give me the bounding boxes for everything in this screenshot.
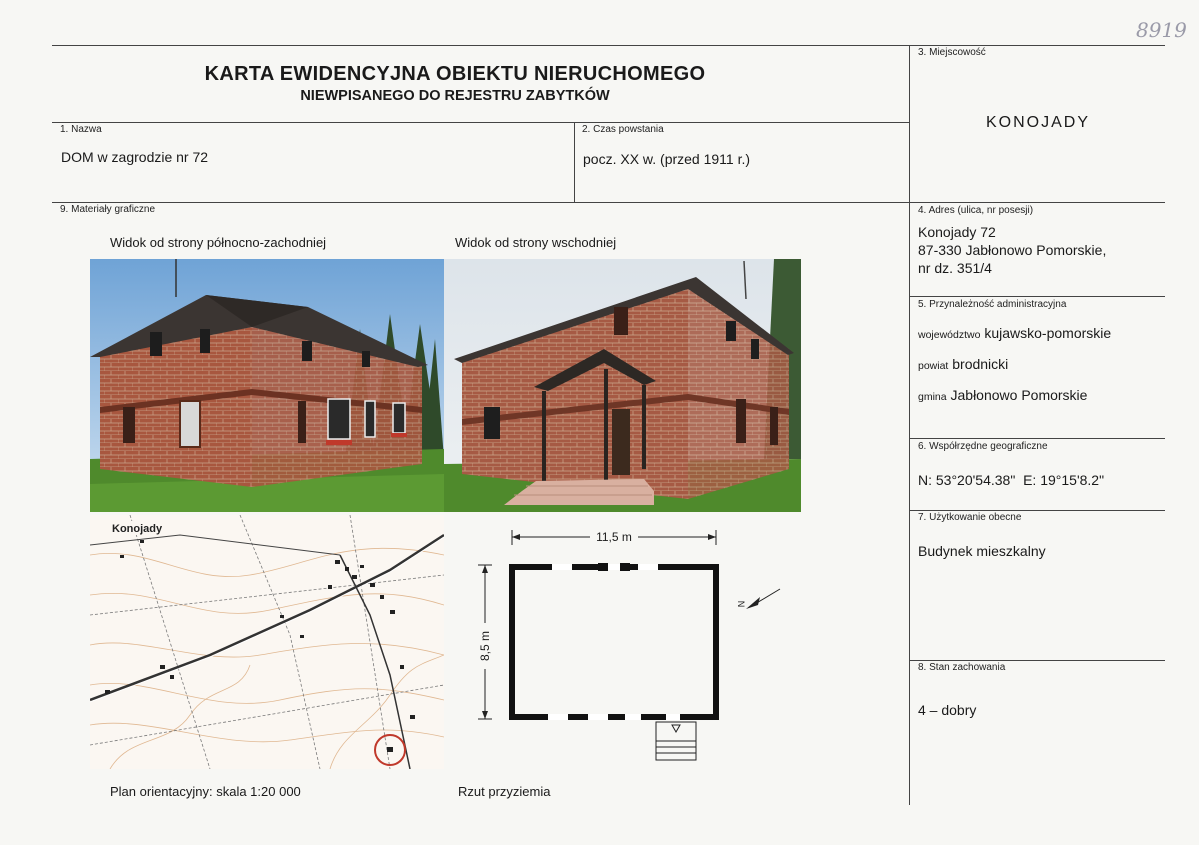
powiat-value: brodnicki bbox=[952, 356, 1009, 372]
photo-e-caption: Widok od strony wschodniej bbox=[455, 235, 617, 250]
photo-northwest bbox=[90, 259, 444, 512]
gmina-prefix: gmina bbox=[918, 391, 947, 403]
column-divider bbox=[909, 45, 910, 805]
uzytkowanie-label: 7. Użytkowanie obecne bbox=[918, 512, 1022, 523]
wspolrzedne-value: N: 53°20'54.38" E: 19°15'8.2" bbox=[918, 472, 1105, 488]
stan-value: 4 – dobry bbox=[918, 702, 977, 718]
top-border-right bbox=[910, 45, 1165, 46]
wspolrzedne-label: 6. Współrzędne geograficzne bbox=[918, 441, 1048, 452]
nazwa-divider bbox=[574, 122, 575, 202]
row-divider-2 bbox=[52, 202, 1165, 203]
orientation-map bbox=[90, 515, 444, 769]
plan-width-label: 11,5 m bbox=[596, 530, 632, 544]
wojewodztwo-prefix: województwo bbox=[918, 329, 981, 341]
card-title: KARTA EWIDENCYJNA OBIEKTU NIERUCHOMEGO bbox=[204, 63, 706, 85]
stan-label: 8. Stan zachowania bbox=[918, 662, 1006, 673]
czas-label: 2. Czas powstania bbox=[582, 124, 664, 135]
adres-line1: Konojady 72 bbox=[918, 224, 996, 240]
miejscowosc-label: 3. Miejscowość bbox=[918, 47, 986, 58]
gmina-value: Jabłonowo Pomorskie bbox=[950, 387, 1088, 403]
przynaleznosc-label: 5. Przynależność administracyjna bbox=[918, 299, 1067, 310]
photo-east bbox=[444, 259, 801, 512]
powiat-prefix: powiat bbox=[918, 360, 949, 372]
nazwa-label: 1. Nazwa bbox=[60, 124, 102, 135]
powiat-line bbox=[918, 356, 1008, 372]
map-place-name: Konojady bbox=[112, 523, 163, 535]
handwritten-number: 8919 bbox=[1136, 18, 1187, 42]
gmina-line bbox=[918, 387, 1087, 403]
row-divider-8 bbox=[910, 660, 1165, 661]
photo-nw-caption: Widok od strony północno-zachodniej bbox=[110, 235, 327, 250]
rzut-caption: Rzut przyziemia bbox=[458, 784, 551, 799]
card-subtitle: NIEWPISANEGO DO REJESTRU ZABYTKÓW bbox=[300, 88, 610, 104]
wojewodztwo-value: kujawsko-pomorskie bbox=[984, 325, 1112, 341]
row-divider-1 bbox=[52, 122, 910, 123]
floor-plan bbox=[470, 525, 800, 770]
north-label: N bbox=[736, 600, 747, 608]
materialy-label: 9. Materiały graficzne bbox=[60, 204, 156, 215]
wojewodztwo-line bbox=[918, 325, 1111, 341]
plan-caption: Plan orientacyjny: skala 1:20 000 bbox=[110, 784, 301, 799]
row-divider-6 bbox=[910, 438, 1165, 439]
czas-value: pocz. XX w. (przed 1911 r.) bbox=[583, 151, 751, 167]
miejscowosc-value: KONOJADY bbox=[985, 114, 1090, 131]
plan-height-label: 8,5 m bbox=[478, 631, 492, 662]
uzytkowanie-value: Budynek mieszkalny bbox=[918, 543, 1046, 559]
top-border-left bbox=[52, 45, 910, 46]
adres-line2: 87-330 Jabłonowo Pomorskie, bbox=[918, 242, 1107, 258]
nazwa-value: DOM w zagrodzie nr 72 bbox=[61, 149, 209, 165]
adres-label: 4. Adres (ulica, nr posesji) bbox=[918, 205, 1034, 216]
row-divider-7 bbox=[910, 510, 1165, 511]
adres-line3: nr dz. 351/4 bbox=[918, 260, 992, 276]
row-divider-5 bbox=[910, 296, 1165, 297]
